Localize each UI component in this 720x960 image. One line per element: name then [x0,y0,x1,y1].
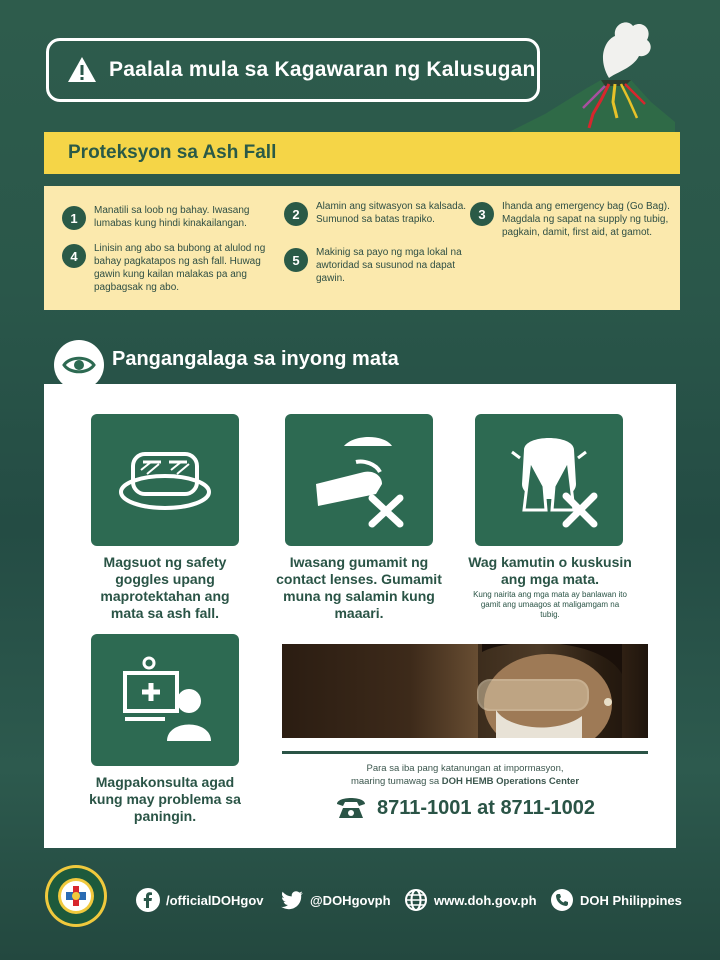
tip-text: Alamin ang sitwasyon sa kalsada. Sumunod sa batas trapiko. [316,201,467,225]
tip-number: 1 [62,206,86,230]
warning-icon [67,56,97,84]
facebook-icon [136,888,160,912]
contact-lens-icon [304,432,414,528]
contact-info [282,762,648,788]
tip-item [284,246,464,285]
tip-item [284,200,474,226]
viber-phone-icon [550,888,574,912]
viber-name: DOH Philippines [580,892,682,908]
phone-number[interactable]: 8711-1001 at 8711-1002 [377,796,595,819]
tip-text: Ihanda ang emergency bag (Go Bag). Magdala ng sapat na supply ng tubig, pagkain, damit, first aid, at gamot. [502,201,670,238]
website-url: www.doh.gov.ph [434,892,537,908]
eye-badge [54,340,104,390]
eye-icon [62,354,96,376]
tip-number: 3 [470,202,494,226]
ash-fall-title: Proteksyon sa Ash Fall [68,142,277,163]
goggles-tile [91,414,239,546]
goggles-caption: Magsuot ng safety goggles upang maprotektahan ang mata sa ash fall. [100,554,230,621]
doctor-consult-caption: Magpakonsulta agad kung may problema sa paningin. [89,774,241,824]
twitter-link[interactable] [280,888,391,912]
contact-line-2 [282,775,648,788]
alert-title: Paalala mula sa Kagawaran ng Kalusugan [109,58,536,81]
doctor-consult-icon [115,655,215,745]
contact-line-2-prefix: maaring tumawag sa [350,776,442,787]
ash-fall-panel [44,186,680,310]
tip-text: Linisin ang abo sa bubong at alulod ng bahay pagkatapos ng ash fall. Huwag gawin kung kailan malakas pa ang pagbagsak ng abo. [94,243,266,293]
tip-text: Manatili sa loob ng bahay. Iwasang lumabas kung hindi kinakailangan. [94,205,250,229]
website-link[interactable] [404,888,537,912]
phone-row [282,793,648,823]
person-goggles-image [282,644,648,738]
twitter-icon [280,888,304,912]
contact-line-2-bold: DOH HEMB Operations Center [441,776,580,787]
tip-text: Makinig sa payo ng mga lokal na awtoridad sa susunod na dapat gawin. [316,247,462,284]
doctor-consult-tile [91,634,239,766]
contact-lens-tile [285,414,433,546]
tip-number: 4 [62,244,86,268]
contact-lens-caption: Iwasang gumamit ng contact lenses. Gumamit muna ng salamin kung maaari. [276,554,442,621]
alert-banner [46,38,540,102]
doh-seal-logo [44,864,108,928]
tip-number: 2 [284,202,308,226]
rubbing-eyes-note: Kung nairita ang mga mata ay banlawan ito gamit ang umaagos at maligamgam na tubig. [473,590,627,619]
globe-icon [404,888,428,912]
tip-item [62,204,272,230]
facebook-link[interactable] [136,888,264,912]
eye-care-title: Pangangalaga sa inyong mata [112,348,399,370]
tip-item [62,242,276,294]
goggles-icon [117,440,213,520]
rubbing-eyes-icon [494,430,604,530]
goggles-photo [282,644,648,738]
rubbing-eyes-tile [475,414,623,546]
contact-line-1: Para sa iba pang katanungan at impormasyon, [366,763,564,774]
facebook-handle: /officialDOHgov [166,892,264,908]
volcano-illustration [505,18,675,134]
twitter-handle: @DOHgovph [310,892,391,908]
divider [282,751,648,754]
telephone-icon [335,796,367,820]
ash-fall-header [44,132,680,174]
viber-link[interactable] [550,888,682,912]
tip-number: 5 [284,248,308,272]
tip-item [470,200,670,239]
rubbing-eyes-caption: Wag kamutin o kuskusin ang mga mata. [468,554,632,587]
